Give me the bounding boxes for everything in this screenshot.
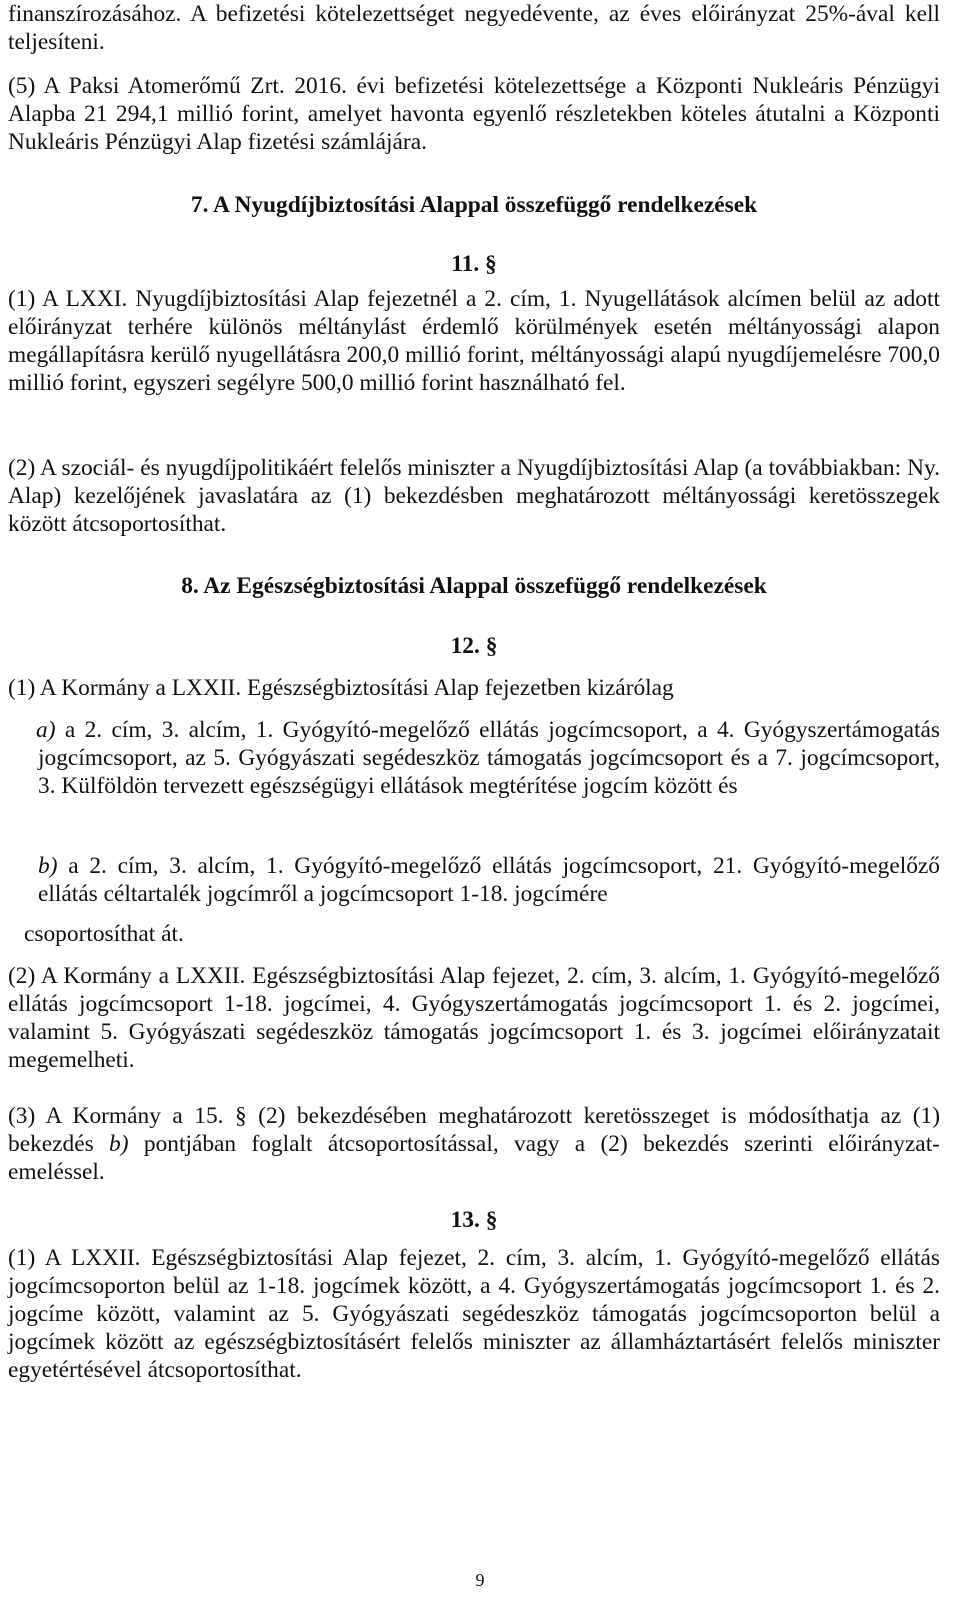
paragraph-13-1: (1) A LXXII. Egészségbiztosítási Alap fejezet, 2. cím, 3. alcím, 1. Gyógyító-megelőző ellátás jogcímcsoporton belül az 1-18. jogcímek között, a 4. Gyógyszertámogatás jogcímcsoport 1. és 2. jogcíme között, valamint az 5. Gyógyászati segédeszköz támogatás jogcímcsoporton belül a jogcímek között az egészségbiztosításért felelős miniszter az államháztartásért felelős miniszter egyetértésével átcsoportosíthat. — [8, 1245, 940, 1383]
section-heading-8: 8. Az Egészségbiztosítási Alappal összefüggő rendelkezések — [181, 573, 767, 599]
list-item-12-1-a — [8, 716, 940, 800]
list-label-b: b) — [38, 853, 58, 879]
paragraph-number-13: 13. § — [450, 1207, 498, 1233]
paragraph-number-11: 11. § — [451, 251, 497, 277]
section-heading-7: 7. A Nyugdíjbiztosítási Alappal összefüggő rendelkezések — [190, 192, 758, 218]
paragraph-intro: finanszírozásához. A befizetési kötelezettséget negyedévente, az éves előirányzat 25%-ával kell teljesíteni. — [8, 1, 940, 55]
paragraph-11-2: (2) A szociál- és nyugdíjpolitikáért felelős miniszter a Nyugdíjbiztosítási Alap (a továbbiakban: Ny. Alap) kezelőjének javaslatára az (1) bekezdésben meghatározott méltányossági keretösszegek között átcsoportosíthat. — [8, 455, 940, 537]
paragraph-11-1: (1) A LXXI. Nyugdíjbiztosítási Alap fejezetnél a 2. cím, 1. Nyugellátások alcímen belül az adott előirányzat terhére különös méltánylást érdemlő körülmények esetén méltányossági alapon megállapításra kerülő nyugellátásra 200,0 millió forint, méltányossági alapú nyugdíjemelésre 700,0 millió forint, egyszeri segélyre 500,0 millió forint használható fel. — [8, 286, 940, 396]
list-text-b: a 2. cím, 3. alcím, 1. Gyógyító-megelőző ellátás jogcímcsoport, 21. Gyógyító-megelőző ellátás céltartalék jogcímről a jogcímcsoport 1-18. jogcímére — [38, 853, 940, 907]
paragraph-12-1-end: csoportosíthat át. — [24, 921, 184, 947]
paragraph-12-2: (2) A Kormány a LXXII. Egészségbiztosítási Alap fejezet, 2. cím, 3. alcím, 1. Gyógyító-megelőző ellátás jogcímcsoport 1-18. jogcímei, 4. Gyógyszertámogatás jogcímcsoport 1. és 2. jogcímei, valamint 5. Gyógyászati segédeszköz támogatás jogcímcsoport 1. és 3. jogcímei előirányzatait megemelheti. — [8, 963, 940, 1073]
paragraph-12-1: (1) A Kormány a LXXII. Egészségbiztosítási Alap fejezetben kizárólag — [8, 675, 674, 701]
list-label-a: a) — [36, 717, 56, 743]
list-item-12-1-b — [8, 852, 940, 908]
list-text-a: a 2. cím, 3. alcím, 1. Gyógyító-megelőző ellátás jogcímcsoport, a 4. Gyógyszertámogatás jogcímcsoport, az 5. Gyógyászati segédeszköz támogatás jogcímcsoport és a 7. jogcímcsoport, 3. Külföldön tervezett egészségügyi ellátások megtérítése jogcím között és — [38, 717, 940, 799]
paragraph-5: (5) A Paksi Atomerőmű Zrt. 2016. évi befizetési kötelezettsége a Központi Nukleáris Pénzügyi Alapba 21 294,1 millió forint, amelyet havonta egyenlő részletekben köteles átutalni a Központi Nukleáris Pénzügyi Alap fizetési számlájára. — [8, 73, 940, 155]
paragraph-12-3: (3) A Kormány a 15. § (2) bekezdésében meghatározott keretösszeget is módosíthatja az (1) bekezdés b) pontjában foglalt átcsoportosítással, vagy a (2) bekezdés szerinti előirányzat-emeléssel. — [8, 1103, 940, 1185]
paragraph-number-12: 12. § — [450, 633, 498, 659]
page-number: 9 — [475, 1570, 485, 1590]
